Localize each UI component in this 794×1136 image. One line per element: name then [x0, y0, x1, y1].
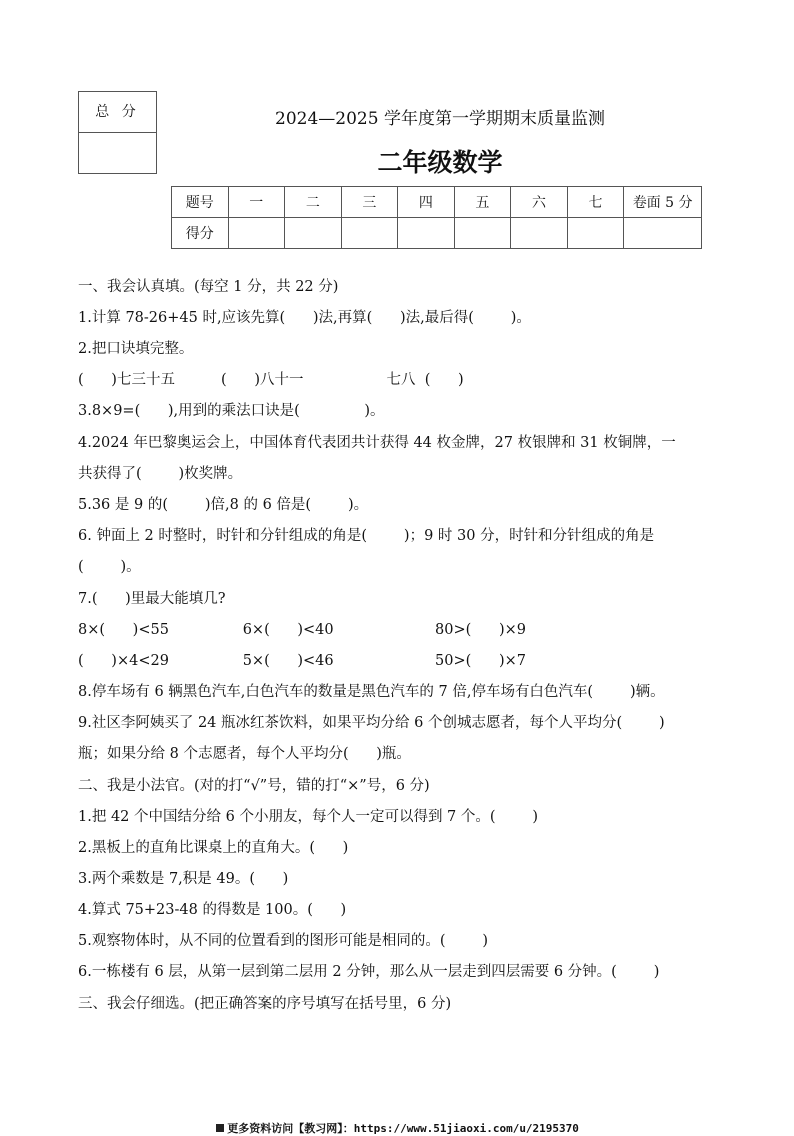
question-line: 2.把口诀填完整。	[78, 341, 194, 357]
score-blank-cell	[567, 218, 624, 249]
footer-text: 更多资料访问【教习网】：https://www.51jiaoxi.com/u/2195370	[227, 1122, 579, 1135]
score-table-header-cell: 题号	[172, 187, 229, 218]
score-table-header-cell: 五	[454, 187, 511, 218]
score-table-header-cell: 七	[567, 187, 624, 218]
question-line: 2.黑板上的直角比课桌上的直角大。( )	[78, 840, 349, 856]
score-blank-cell	[511, 218, 568, 249]
question-line: 9.社区李阿姨买了 24 瓶冰红茶饮料，如果平均分给 6 个创城志愿者，每个人平均分( )	[78, 715, 665, 731]
question-line: 1.把 42 个中国结分给 6 个小朋友，每个人一定可以得到 7 个。( )	[78, 809, 539, 825]
question-line: 4.2024 年巴黎奥运会上，中国体育代表团共计获得 44 枚金牌，27 枚银牌和 31 枚铜牌，一	[78, 435, 676, 451]
question-line: 瓶；如果分给 8 个志愿者，每个人平均分( )瓶。	[78, 746, 411, 762]
section-heading: 二、我是小法官。(对的打“√”号，错的打“×”号，6 分)	[78, 778, 430, 794]
question-line: 共获得了( )枚奖牌。	[78, 466, 243, 482]
score-blank-cell	[341, 218, 398, 249]
question-line: 3.8×9=( ),用到的乘法口诀是( )。	[78, 403, 385, 419]
score-table-header-row	[172, 187, 702, 218]
exam-subject: 二年级数学	[377, 148, 503, 177]
question-line: 8.停车场有 6 辆黑色汽车,白色汽车的数量是黑色汽车的 7 倍,停车场有白色汽车( )辆。	[78, 684, 665, 700]
flag-icon	[216, 1124, 224, 1132]
score-table-header-cell: 四	[398, 187, 455, 218]
total-score-label: 总 分	[79, 92, 156, 133]
question-line: ( )七三十五 ( )八十一 七八 ( )	[78, 372, 464, 388]
question-line: 6.一栋楼有 6 层，从第一层到第二层用 2 分钟，那么从一层走到四层需要 6 分钟。( )	[78, 964, 660, 980]
score-table-score-row	[172, 218, 702, 249]
question-line: 1.计算 78-26+45 时,应该先算( )法,再算( )法,最后得( )。	[78, 310, 531, 326]
question-line: 4.算式 75+23-48 的得数是 100。( )	[78, 902, 347, 918]
score-table	[171, 186, 702, 249]
score-table-header-cell: 二	[285, 187, 342, 218]
score-table-header-cell: 一	[228, 187, 285, 218]
section-heading: 三、我会仔细选。(把正确答案的序号填写在括号里，6 分)	[78, 996, 452, 1012]
score-blank-cell	[285, 218, 342, 249]
score-blank-cell	[454, 218, 511, 249]
question-line: ( )×4<29 5×( )<46 50>( )×7	[78, 653, 526, 669]
score-table-row-label: 得分	[172, 218, 229, 249]
total-score-box	[78, 91, 157, 174]
score-blank-cell	[398, 218, 455, 249]
question-line: 5.观察物体时，从不同的位置看到的图形可能是相同的。( )	[78, 933, 489, 949]
question-line: 5.36 是 9 的( )倍,8 的 6 倍是( )。	[78, 497, 369, 513]
exam-title: 2024—2025 学年度第一学期期末质量监测	[275, 109, 605, 129]
score-table-header-cell: 三	[341, 187, 398, 218]
footer-link[interactable]	[203, 1107, 579, 1136]
question-line: ( )。	[78, 559, 141, 575]
question-line: 3.两个乘数是 7,积是 49。( )	[78, 871, 289, 887]
question-line: 7.( )里最大能填几?	[78, 591, 226, 607]
question-line: 6. 钟面上 2 时整时，时针和分针组成的角是( )；9 时 30 分，时针和分针组成的角是	[78, 528, 655, 544]
section-heading: 一、我会认真填。(每空 1 分，共 22 分)	[78, 279, 339, 295]
score-table-header-cell: 卷面 5 分	[624, 187, 702, 218]
question-line: 8×( )<55 6×( )<40 80>( )×9	[78, 622, 526, 638]
score-blank-cell	[624, 218, 702, 249]
score-table-header-cell: 六	[511, 187, 568, 218]
score-blank-cell	[228, 218, 285, 249]
